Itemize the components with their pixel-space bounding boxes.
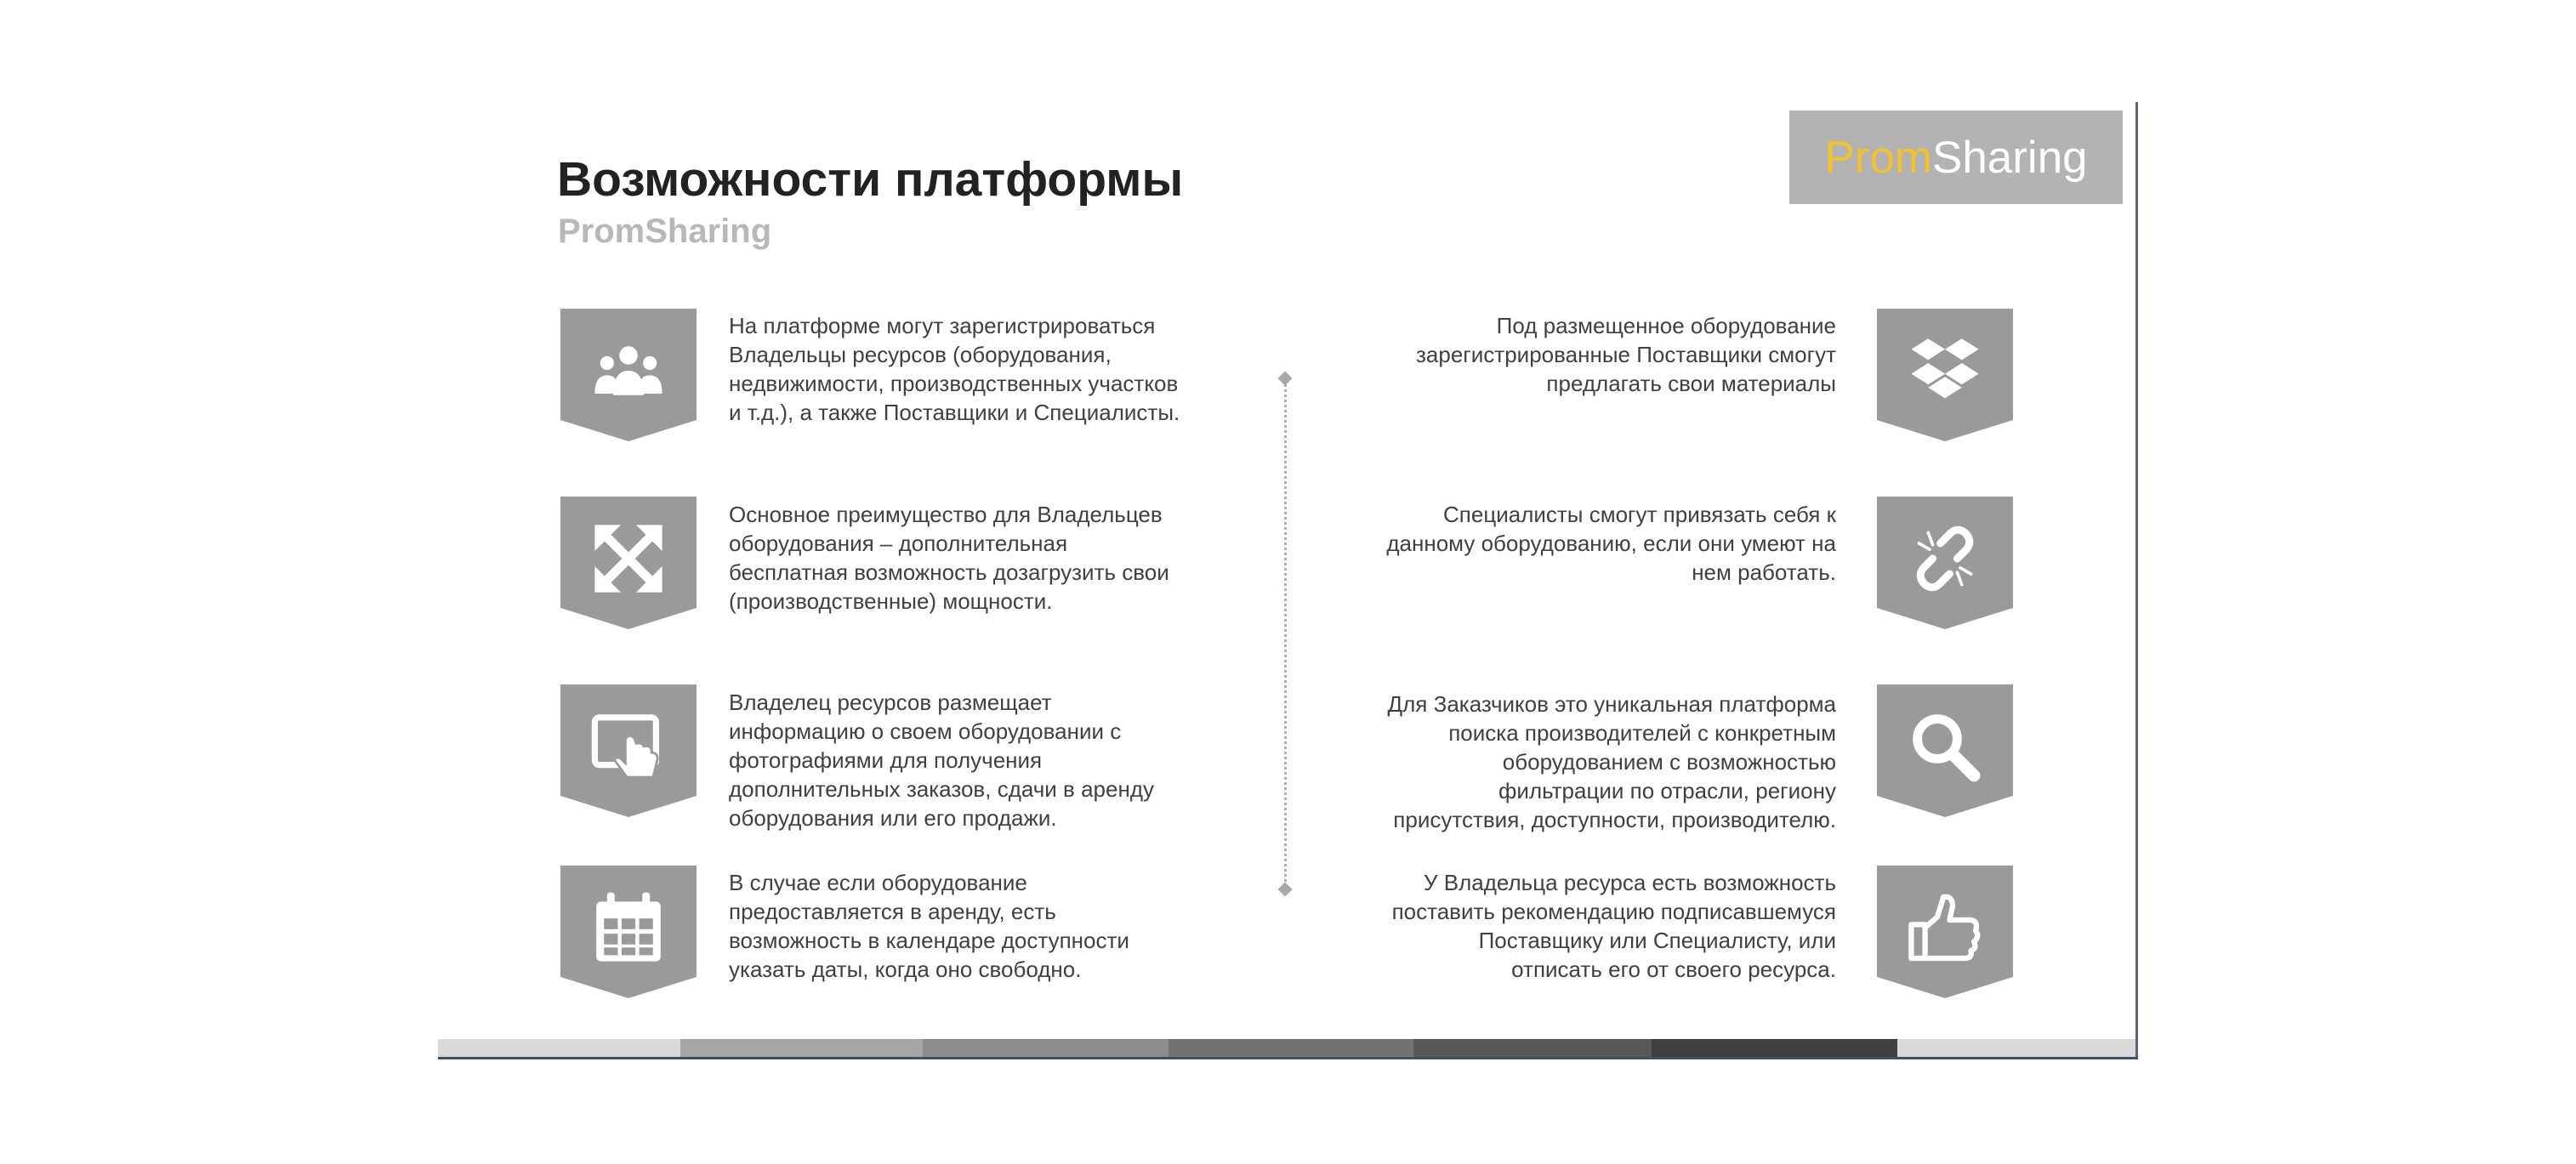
slide-right-border bbox=[2135, 102, 2138, 1059]
promsharing-logo bbox=[1789, 111, 2123, 204]
expand-arrows-icon bbox=[590, 520, 667, 597]
footer-segment bbox=[923, 1039, 1169, 1057]
feature-badge bbox=[1877, 866, 2013, 998]
logo-part-sharing: Sharing bbox=[1931, 132, 2088, 183]
footer-segment bbox=[1169, 1039, 1413, 1057]
broken-link-icon bbox=[1907, 520, 1983, 597]
feature-text-right-2: Специалисты смогут привязать себя к данному оборудованию, если они умеют на нем работать. bbox=[1386, 502, 1836, 585]
dropbox-icon bbox=[1907, 332, 1983, 409]
footer-segment bbox=[438, 1039, 680, 1057]
footer-segment bbox=[1652, 1039, 1897, 1057]
users-icon bbox=[590, 332, 667, 409]
thumbs-up-icon bbox=[1907, 889, 1983, 966]
feature-badge bbox=[560, 309, 697, 441]
footer-color-bar bbox=[438, 1039, 2135, 1057]
feature-text-left-3: Владелец ресурсов размещает информацию о своем оборудовании с фотографиями для получения дополнительных заказов, сдачи в аренду оборудования или его продажи. bbox=[729, 690, 1154, 831]
feature-text-left-2: Основное преимущество для Владельцев оборудования – дополнительная бесплатная возможность дозагрузить свои (производственные) мощности. bbox=[729, 502, 1169, 614]
footer-segment bbox=[1897, 1039, 2135, 1057]
footer-segment bbox=[680, 1039, 923, 1057]
feature-badge bbox=[560, 684, 697, 817]
page-title: Возможности платформы bbox=[557, 152, 1184, 207]
feature-badge bbox=[1877, 684, 2013, 817]
calendar-icon bbox=[590, 889, 667, 966]
feature-text-right-3: Для Заказчиков это уникальная платформа поиска производителей с конкретным оборудованием с возможностью фильтрации по отрасли, региону присутствия, доступности, производителю. bbox=[1387, 691, 1836, 832]
touch-screen-icon bbox=[590, 708, 667, 785]
page-subtitle: PromSharing bbox=[558, 213, 772, 250]
feature-badge bbox=[1877, 497, 2013, 629]
feature-badge bbox=[1877, 309, 2013, 441]
logo-part-prom: Prom bbox=[1824, 132, 1932, 183]
search-icon bbox=[1907, 708, 1983, 785]
slide-bottom-border bbox=[438, 1057, 2138, 1059]
footer-segment bbox=[1413, 1039, 1652, 1057]
feature-badge bbox=[560, 497, 697, 629]
feature-text-left-1: На платформе могут зарегистрироваться Владельцы ресурсов (оборудования, недвижимости, производственных участков и т.д.), а также Поставщики и Специалисты. bbox=[729, 313, 1180, 425]
feature-text-left-4: В случае если оборудование предоставляется в аренду, есть возможность в календаре доступности указать даты, когда оно свободно. bbox=[729, 870, 1129, 982]
feature-badge bbox=[560, 866, 697, 998]
feature-text-right-4: У Владельца ресурса есть возможность поставить рекомендацию подписавшемуся Поставщику или Специалисту, или отписать его от своего ресурса. bbox=[1391, 870, 1836, 982]
feature-text-right-1: Под размещенное оборудование зарегистрированные Поставщики смогут предлагать свои материалы bbox=[1416, 313, 1836, 396]
